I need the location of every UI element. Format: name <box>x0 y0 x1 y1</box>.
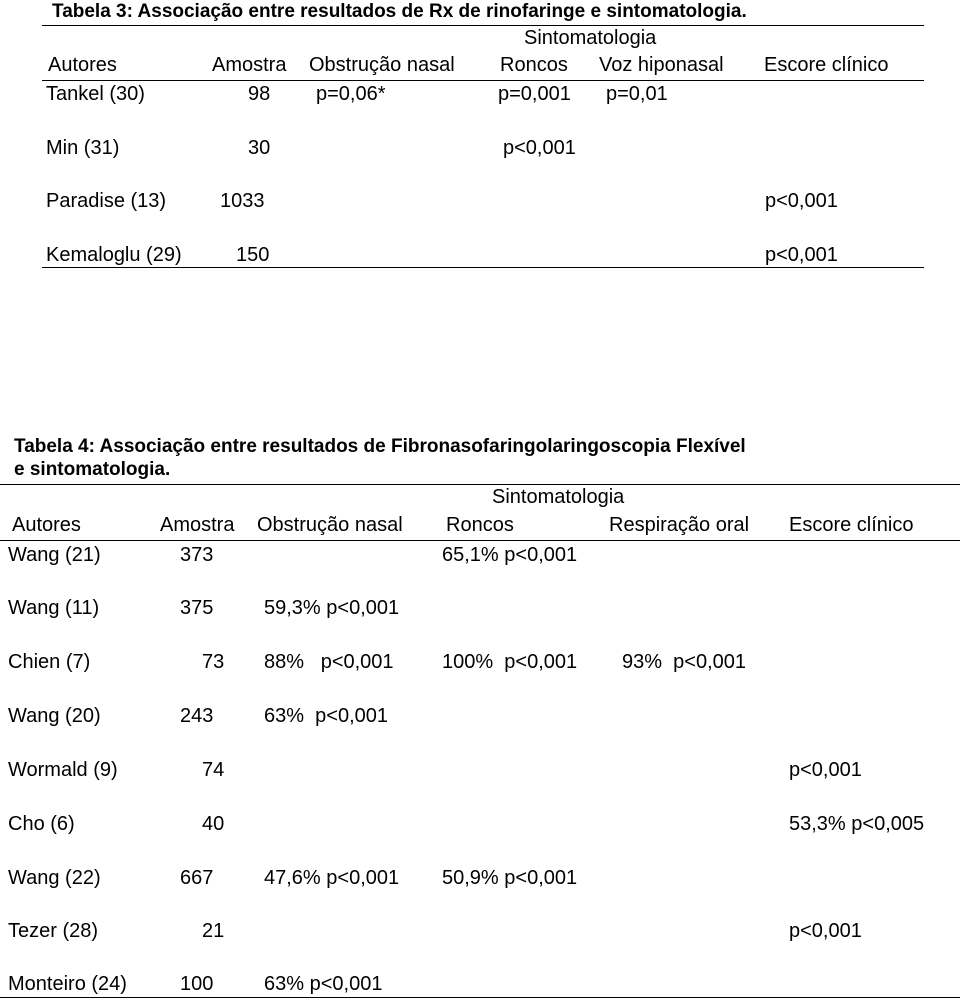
sample-cell: 667 <box>180 867 214 889</box>
obstrucao-cell: 47,6% p<0,001 <box>264 867 400 889</box>
table3-group-header: Sintomatologia <box>524 27 657 49</box>
sample-cell: 74 <box>202 759 225 781</box>
sample-cell: 73 <box>202 651 225 673</box>
roncos-cell: 50,9% p<0,001 <box>442 867 578 889</box>
roncos-cell: 100% p<0,001 <box>442 651 578 673</box>
table4-col-amostra: Amostra <box>160 514 235 536</box>
table3-top-rule <box>42 25 924 26</box>
sample-cell: 243 <box>180 705 214 727</box>
roncos-cell: p=0,001 <box>498 83 571 105</box>
roncos-cell: 65,1% p<0,001 <box>442 544 578 566</box>
obstrucao-cell: 59,3% p<0,001 <box>264 597 400 619</box>
table4-header-rule <box>0 540 960 541</box>
author-cell: Wang (20) <box>8 705 101 727</box>
obstrucao-cell: p=0,06* <box>316 83 386 105</box>
table3-col-escore: Escore clínico <box>764 54 889 76</box>
author-cell: Chien (7) <box>8 651 91 673</box>
sample-cell: 373 <box>180 544 214 566</box>
author-cell: Min (31) <box>46 137 120 159</box>
table3-col-amostra: Amostra <box>212 54 287 76</box>
author-cell: Kemaloglu (29) <box>46 244 182 266</box>
table4-top-rule <box>0 484 960 485</box>
table3-title: Tabela 3: Associação entre resultados de Rx de rinofaringe e sintomatologia. <box>52 1 747 22</box>
table3-col-autores: Autores <box>48 54 117 76</box>
table3-col-voz: Voz hiponasal <box>599 54 724 76</box>
table4-col-obstrucao: Obstrução nasal <box>257 514 403 536</box>
roncos-cell: p<0,001 <box>503 137 576 159</box>
sample-cell: 98 <box>248 83 271 105</box>
author-cell: Paradise (13) <box>46 190 167 212</box>
author-cell: Wang (22) <box>8 867 101 889</box>
table3-header-rule <box>42 80 924 81</box>
escore-cell: p<0,001 <box>789 759 862 781</box>
sample-cell: 30 <box>248 137 271 159</box>
table4-title-line2: e sintomatologia. <box>14 459 171 480</box>
author-cell: Tezer (28) <box>8 920 99 942</box>
sample-cell: 1033 <box>220 190 265 212</box>
obstrucao-cell: 88% p<0,001 <box>264 651 394 673</box>
escore-cell: p<0,001 <box>765 244 838 266</box>
sample-cell: 150 <box>236 244 270 266</box>
escore-cell: p<0,001 <box>765 190 838 212</box>
table3-col-roncos: Roncos <box>500 54 568 76</box>
sample-cell: 375 <box>180 597 214 619</box>
obstrucao-cell: 63% p<0,001 <box>264 705 388 727</box>
author-cell: Wang (11) <box>8 597 100 619</box>
table4-col-roncos: Roncos <box>446 514 514 536</box>
table4-title-line1: Tabela 4: Associação entre resultados de Fibronasofaringolaringoscopia Flexível <box>14 436 746 457</box>
table4-col-escore: Escore clínico <box>789 514 914 536</box>
table4-bottom-rule <box>0 997 960 998</box>
voz-cell: p=0,01 <box>606 83 668 105</box>
table3-bottom-rule <box>42 267 924 268</box>
table4-col-respiracao: Respiração oral <box>609 514 750 536</box>
author-cell: Wormald (9) <box>8 759 118 781</box>
sample-cell: 100 <box>180 973 214 995</box>
table4-col-autores: Autores <box>12 514 81 536</box>
table4-group-header: Sintomatologia <box>492 486 625 508</box>
author-cell: Wang (21) <box>8 544 101 566</box>
respiracao-cell: 93% p<0,001 <box>622 651 746 673</box>
escore-cell: 53,3% p<0,005 <box>789 813 925 835</box>
obstrucao-cell: 63% p<0,001 <box>264 973 383 995</box>
author-cell: Tankel (30) <box>46 83 145 105</box>
sample-cell: 40 <box>202 813 225 835</box>
author-cell: Cho (6) <box>8 813 75 835</box>
escore-cell: p<0,001 <box>789 920 862 942</box>
sample-cell: 21 <box>202 920 225 942</box>
table3-col-obstrucao: Obstrução nasal <box>309 54 455 76</box>
author-cell: Monteiro (24) <box>8 973 127 995</box>
